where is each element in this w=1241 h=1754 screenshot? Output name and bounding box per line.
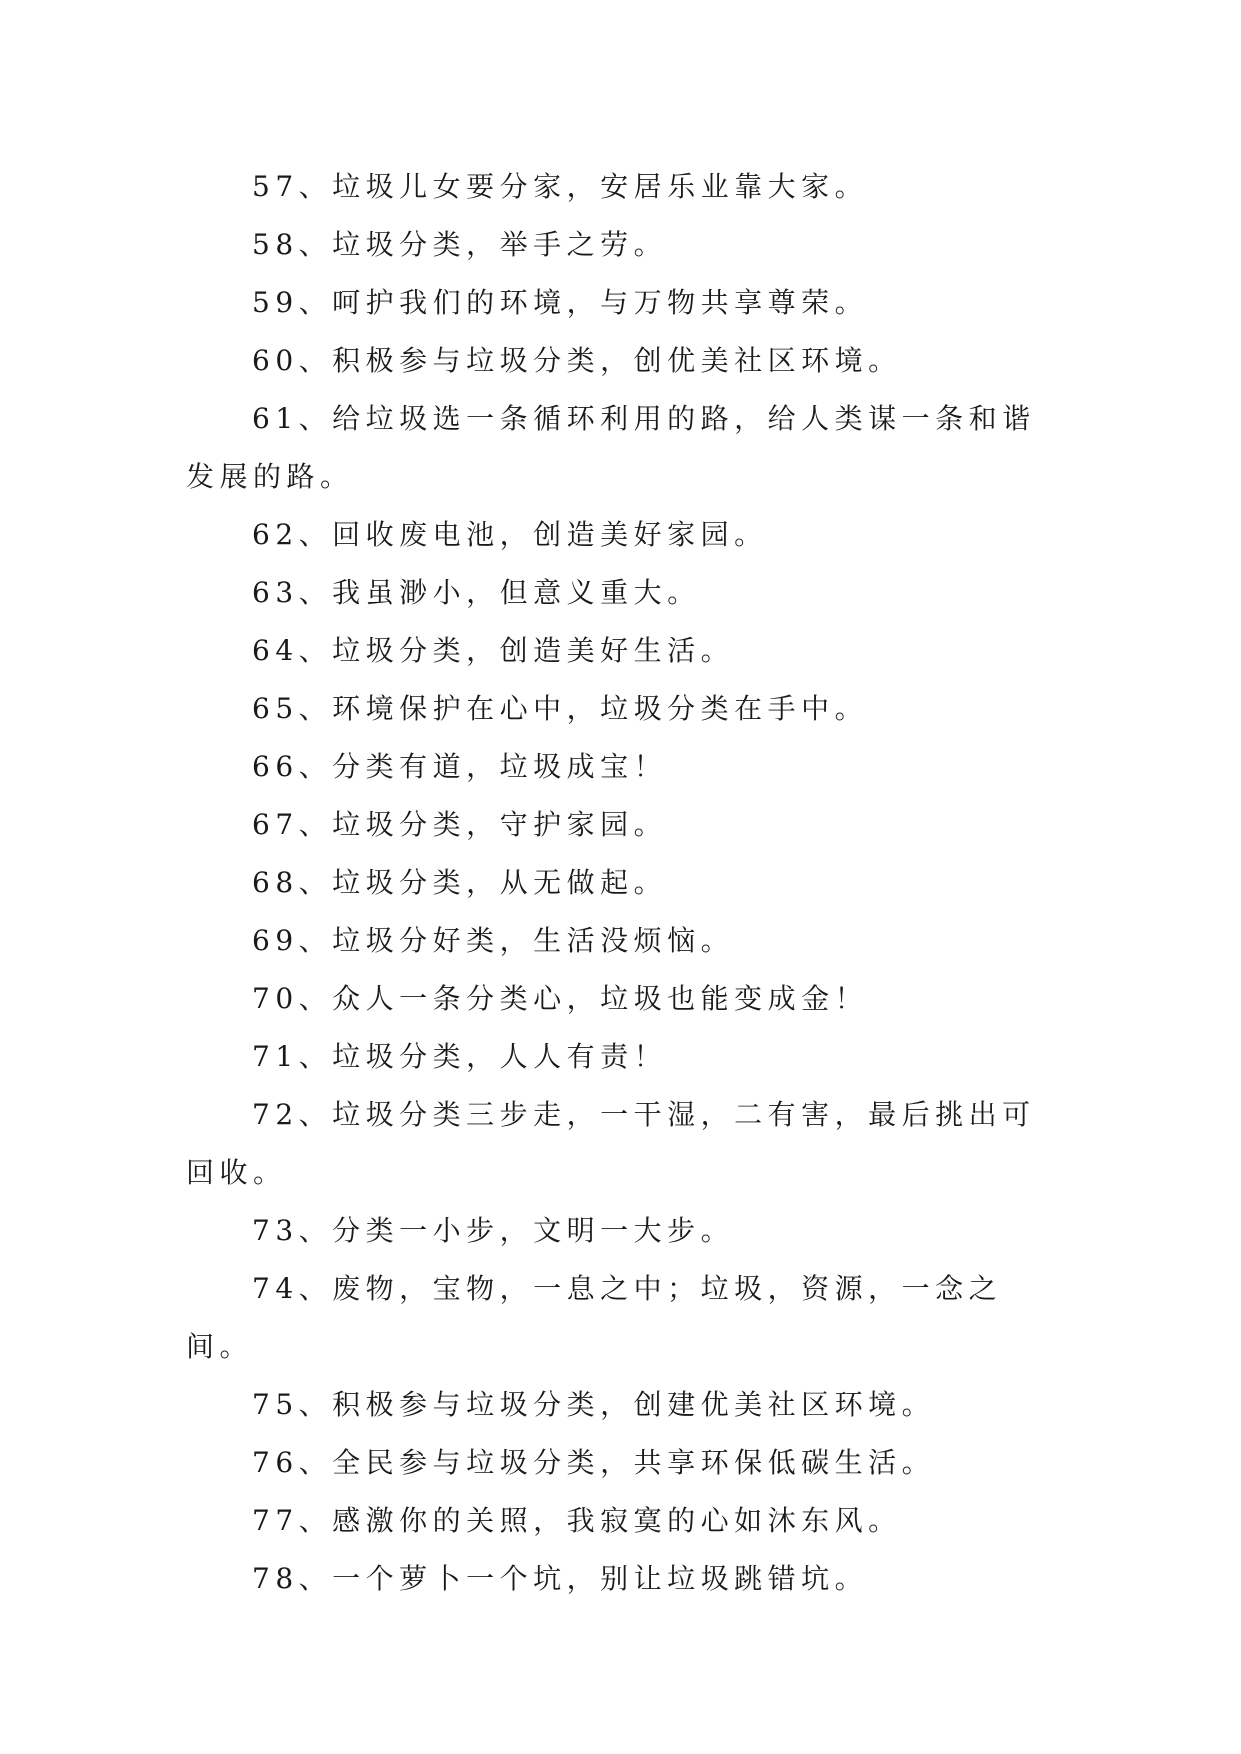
list-item: 78、一个萝卜一个坑，别让垃圾跳错坑。	[252, 1562, 869, 1595]
list-item: 64、垃圾分类，创造美好生活。	[252, 634, 735, 667]
list-item: 73、分类一小步，文明一大步。	[252, 1214, 735, 1247]
list-item: 66、分类有道，垃圾成宝！	[252, 750, 668, 783]
list-item: 60、积极参与垃圾分类，创优美社区环境。	[252, 344, 902, 377]
list-item: 75、积极参与垃圾分类，创建优美社区环境。	[252, 1388, 936, 1421]
list-item: 69、垃圾分好类，生活没烦恼。	[252, 924, 735, 957]
list-item: 63、我虽渺小，但意义重大。	[252, 576, 701, 609]
list-item: 77、感激你的关照，我寂寞的心如沐东风。	[252, 1504, 902, 1537]
list-item: 61、给垃圾选一条循环利用的路，给人类谋一条和谐发展的路。	[186, 402, 1036, 493]
list-item: 65、环境保护在心中，垃圾分类在手中。	[252, 692, 869, 725]
list-item: 62、回收废电池，创造美好家园。	[252, 518, 768, 551]
list-item: 59、呵护我们的环境，与万物共享尊荣。	[252, 286, 869, 319]
list-item: 58、垃圾分类，举手之劳。	[252, 228, 668, 261]
list-item: 76、全民参与垃圾分类，共享环保低碳生活。	[252, 1446, 936, 1479]
list-item: 72、垃圾分类三步走，一干湿，二有害，最后挑出可回收。	[186, 1098, 1036, 1189]
list-item: 67、垃圾分类，守护家园。	[252, 808, 668, 841]
list-item: 70、众人一条分类心，垃圾也能变成金！	[252, 982, 869, 1015]
list-item: 71、垃圾分类，人人有责！	[252, 1040, 668, 1073]
slogan-list	[186, 158, 1046, 1608]
list-item: 68、垃圾分类，从无做起。	[252, 866, 668, 899]
list-item: 57、垃圾儿女要分家，安居乐业靠大家。	[252, 170, 869, 203]
list-item: 74、废物，宝物，一息之中；垃圾，资源，一念之间。	[186, 1272, 1003, 1363]
